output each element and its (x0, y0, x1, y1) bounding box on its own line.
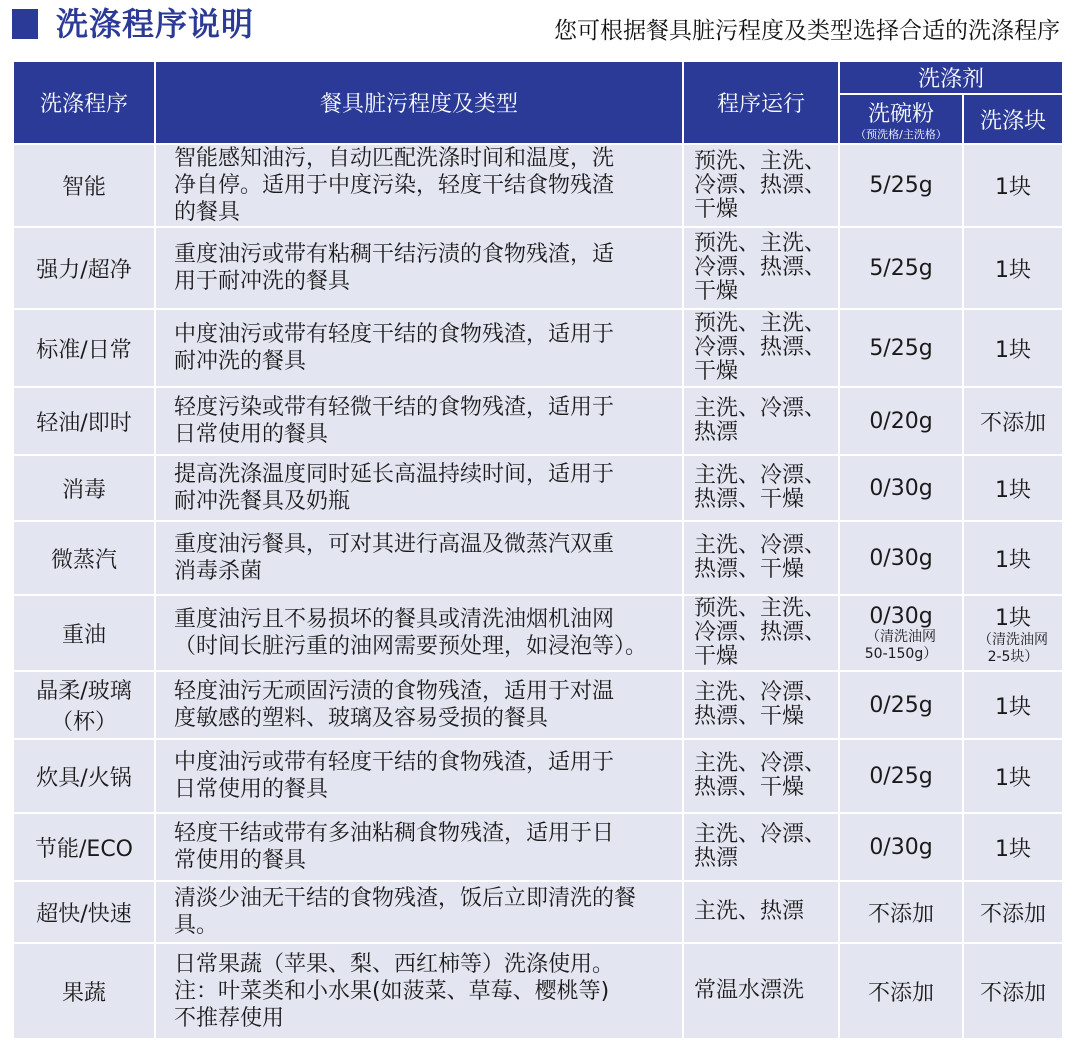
description-cell-text: 重度油污餐具，可对其进行高温及微蒸汽双重 消毒杀菌 (174, 532, 615, 584)
program-cell-text: 节能/ECO (35, 836, 133, 862)
description-cell-text: 轻度油污无顽固污渍的食物残渣，适用于对温 度敏感的塑料、玻璃及容易受损的餐具 (174, 679, 615, 731)
program-cell (13, 144, 155, 227)
run-cell-text: 主洗、热漂 (694, 899, 805, 924)
description-cell (155, 455, 683, 521)
run-cell-text: 主洗、冷漂、 热漂 (694, 396, 827, 445)
table-row (13, 943, 1063, 1039)
description-cell (155, 144, 683, 227)
table-row (13, 455, 1063, 521)
description-cell-text: 重度油污或带有粘稠干结污渍的食物残渣，适 用于耐冲洗的餐具 (174, 242, 615, 294)
tablet-cell-text: 1块 (995, 694, 1031, 720)
tablet-cell (963, 227, 1063, 309)
description-cell-text: 智能感知油污，自动匹配洗涤时间和温度，洗 净自停。适用于中度污染，轻度干结食物残渣 的餐具 (174, 146, 615, 225)
table-row (13, 387, 1063, 455)
tablet-cell (963, 595, 1063, 671)
description-cell (155, 595, 683, 671)
run-cell-text: 主洗、冷漂、 热漂、干燥 (694, 463, 827, 512)
tablet-cell-text: 1块 (995, 257, 1031, 283)
program-cell (13, 671, 155, 739)
powder-cell (839, 521, 963, 595)
program-cell-text: 标准/日常 (36, 337, 132, 363)
description-cell (155, 521, 683, 595)
run-cell (683, 144, 839, 227)
run-cell (683, 943, 839, 1039)
description-cell-text: 重度油污且不易损坏的餐具或清洗油烟机油网 （时间长脏污重的油网需要预处理，如浸泡等）。 (174, 607, 648, 659)
powder-cell (839, 881, 963, 943)
header-powder-note: （预洗格/主洗格） (855, 128, 947, 141)
run-cell-text: 预洗、主洗、 冷漂、热漂、 干燥 (694, 311, 827, 384)
run-cell-text: 预洗、主洗、 冷漂、热漂、 干燥 (694, 596, 827, 669)
program-cell (13, 455, 155, 521)
table-row (13, 671, 1063, 739)
powder-cell (839, 227, 963, 309)
tablet-cell-note: （清洗油网 2-5块） (978, 631, 1048, 665)
program-cell (13, 521, 155, 595)
description-cell-text: 提高洗涤温度同时延长高温持续时间，适用于 耐冲洗餐具及奶瓶 (174, 462, 615, 514)
tablet-cell-text: 1块 (995, 836, 1031, 862)
program-cell-text: 超快/快速 (36, 901, 132, 927)
tablet-cell (963, 521, 1063, 595)
tablet-cell (963, 739, 1063, 813)
powder-cell-text: 0/30g (869, 834, 933, 860)
tablet-cell-text: 不添加 (980, 901, 1047, 927)
run-cell-text: 主洗、冷漂、 热漂、干燥 (694, 751, 827, 800)
run-cell-text: 主洗、冷漂、 热漂 (694, 822, 827, 871)
tablet-cell (963, 671, 1063, 739)
header-tablet: 洗涤块 (963, 94, 1063, 144)
run-cell (683, 739, 839, 813)
powder-cell-text: 0/25g (869, 692, 933, 718)
tablet-cell (963, 881, 1063, 943)
tablet-cell-text: 1块 (995, 337, 1031, 363)
powder-cell-text: 0/30g (869, 603, 933, 629)
program-cell-text: 轻油/即时 (36, 410, 132, 436)
tablet-cell-text: 1块 (995, 765, 1031, 791)
powder-cell-text: 0/20g (869, 408, 933, 434)
description-cell (155, 739, 683, 813)
powder-cell-text: 0/30g (869, 545, 933, 571)
powder-cell-text: 不添加 (867, 980, 934, 1006)
description-cell (155, 309, 683, 387)
run-cell (683, 671, 839, 739)
program-cell-text: 果蔬 (61, 980, 106, 1006)
powder-cell-text: 不添加 (867, 901, 934, 927)
tablet-cell-text: 不添加 (980, 410, 1047, 436)
program-cell (13, 943, 155, 1039)
powder-cell-text: 0/25g (869, 763, 933, 789)
powder-cell (839, 455, 963, 521)
description-cell (155, 671, 683, 739)
run-cell (683, 595, 839, 671)
tablet-cell (963, 813, 1063, 881)
tablet-cell (963, 387, 1063, 455)
run-cell (683, 387, 839, 455)
tablet-cell-text: 不添加 (980, 980, 1047, 1006)
program-cell-text: 晶柔/玻璃 （杯） (36, 679, 132, 735)
program-cell-text: 消毒 (61, 477, 106, 503)
table-row (13, 881, 1063, 943)
table-row (13, 309, 1063, 387)
tablet-cell-text: 1块 (995, 547, 1031, 573)
page-subtitle: 您可根据餐具脏污程度及类型选择合适的洗涤程序 (554, 18, 1060, 44)
description-cell (155, 943, 683, 1039)
header-powder-label: 洗碗粉 (867, 102, 934, 127)
description-cell-text: 日常果蔬（苹果、梨、西红柿等）洗涤使用。 注：叶菜类和小水果(如菠菜、草莓、樱桃等) 不推荐使用 (174, 951, 615, 1031)
powder-cell-text: 5/25g (869, 335, 933, 361)
program-cell-text: 智能 (61, 175, 106, 200)
powder-cell-text: 5/25g (869, 173, 933, 198)
tablet-cell (963, 943, 1063, 1039)
tablet-cell-text: 1块 (995, 477, 1031, 503)
powder-cell-note: （清洗油网 50-150g） (864, 628, 938, 662)
program-cell (13, 387, 155, 455)
header-run: 程序运行 (683, 61, 839, 144)
program-cell (13, 595, 155, 671)
program-cell-text: 微蒸汽 (50, 547, 117, 573)
run-cell-text: 主洗、冷漂、 热漂、干燥 (694, 680, 827, 729)
powder-cell (839, 671, 963, 739)
page-title: 洗涤程序说明 (56, 5, 255, 43)
title-marker (12, 9, 38, 39)
description-cell-text: 清淡少油无干结的食物残渣，饭后立即清洗的餐具。 (174, 886, 637, 938)
description-cell-text: 中度油污或带有轻度干结的食物残渣，适用于 耐冲洗的餐具 (174, 322, 615, 374)
powder-cell (839, 309, 963, 387)
run-cell (683, 227, 839, 309)
powder-cell (839, 595, 963, 671)
table-row (13, 739, 1063, 813)
description-cell (155, 227, 683, 309)
header-detergent: 洗涤剂 (839, 61, 1063, 94)
tablet-cell-text: 1块 (995, 175, 1031, 200)
header-program: 洗涤程序 (13, 61, 155, 144)
program-cell (13, 309, 155, 387)
program-cell-text: 重油 (61, 622, 106, 648)
header-description: 餐具脏污程度及类型 (155, 61, 683, 144)
table-row (13, 227, 1063, 309)
run-cell (683, 881, 839, 943)
powder-cell (839, 943, 963, 1039)
description-cell (155, 387, 683, 455)
run-cell-text: 常温水漂洗 (694, 978, 805, 1003)
program-cell (13, 813, 155, 881)
description-cell (155, 813, 683, 881)
header-powder (839, 94, 963, 144)
run-cell (683, 455, 839, 521)
tablet-cell (963, 309, 1063, 387)
table-row (13, 595, 1063, 671)
powder-cell (839, 739, 963, 813)
run-cell (683, 813, 839, 881)
tablet-cell-text: 1块 (995, 605, 1031, 631)
powder-cell-text: 0/30g (869, 475, 933, 501)
run-cell-text: 预洗、主洗、 冷漂、热漂、 干燥 (694, 231, 827, 304)
table-row (13, 813, 1063, 881)
powder-cell-text: 5/25g (869, 255, 933, 281)
program-cell-text: 炊具/火锅 (36, 765, 132, 791)
powder-cell (839, 813, 963, 881)
wash-program-table (12, 60, 1064, 1040)
description-cell-text: 中度油污或带有轻度干结的食物残渣，适用于 日常使用的餐具 (174, 750, 615, 802)
run-cell-text: 预洗、主洗、 冷漂、热漂、 干燥 (694, 148, 827, 222)
description-cell-text: 轻度污染或带有轻微干结的食物残渣，适用于 日常使用的餐具 (174, 395, 615, 447)
program-cell (13, 227, 155, 309)
tablet-cell (963, 455, 1063, 521)
run-cell (683, 521, 839, 595)
table-row (13, 521, 1063, 595)
tablet-cell (963, 144, 1063, 227)
program-cell (13, 739, 155, 813)
program-cell (13, 881, 155, 943)
run-cell-text: 主洗、冷漂、 热漂、干燥 (694, 533, 827, 582)
powder-cell (839, 387, 963, 455)
description-cell-text: 轻度干结或带有多油粘稠食物残渣，适用于日 常使用的餐具 (174, 821, 615, 873)
description-cell (155, 881, 683, 943)
run-cell (683, 309, 839, 387)
program-cell-text: 强力/超净 (36, 257, 132, 283)
powder-cell (839, 144, 963, 227)
table-row (13, 144, 1063, 227)
